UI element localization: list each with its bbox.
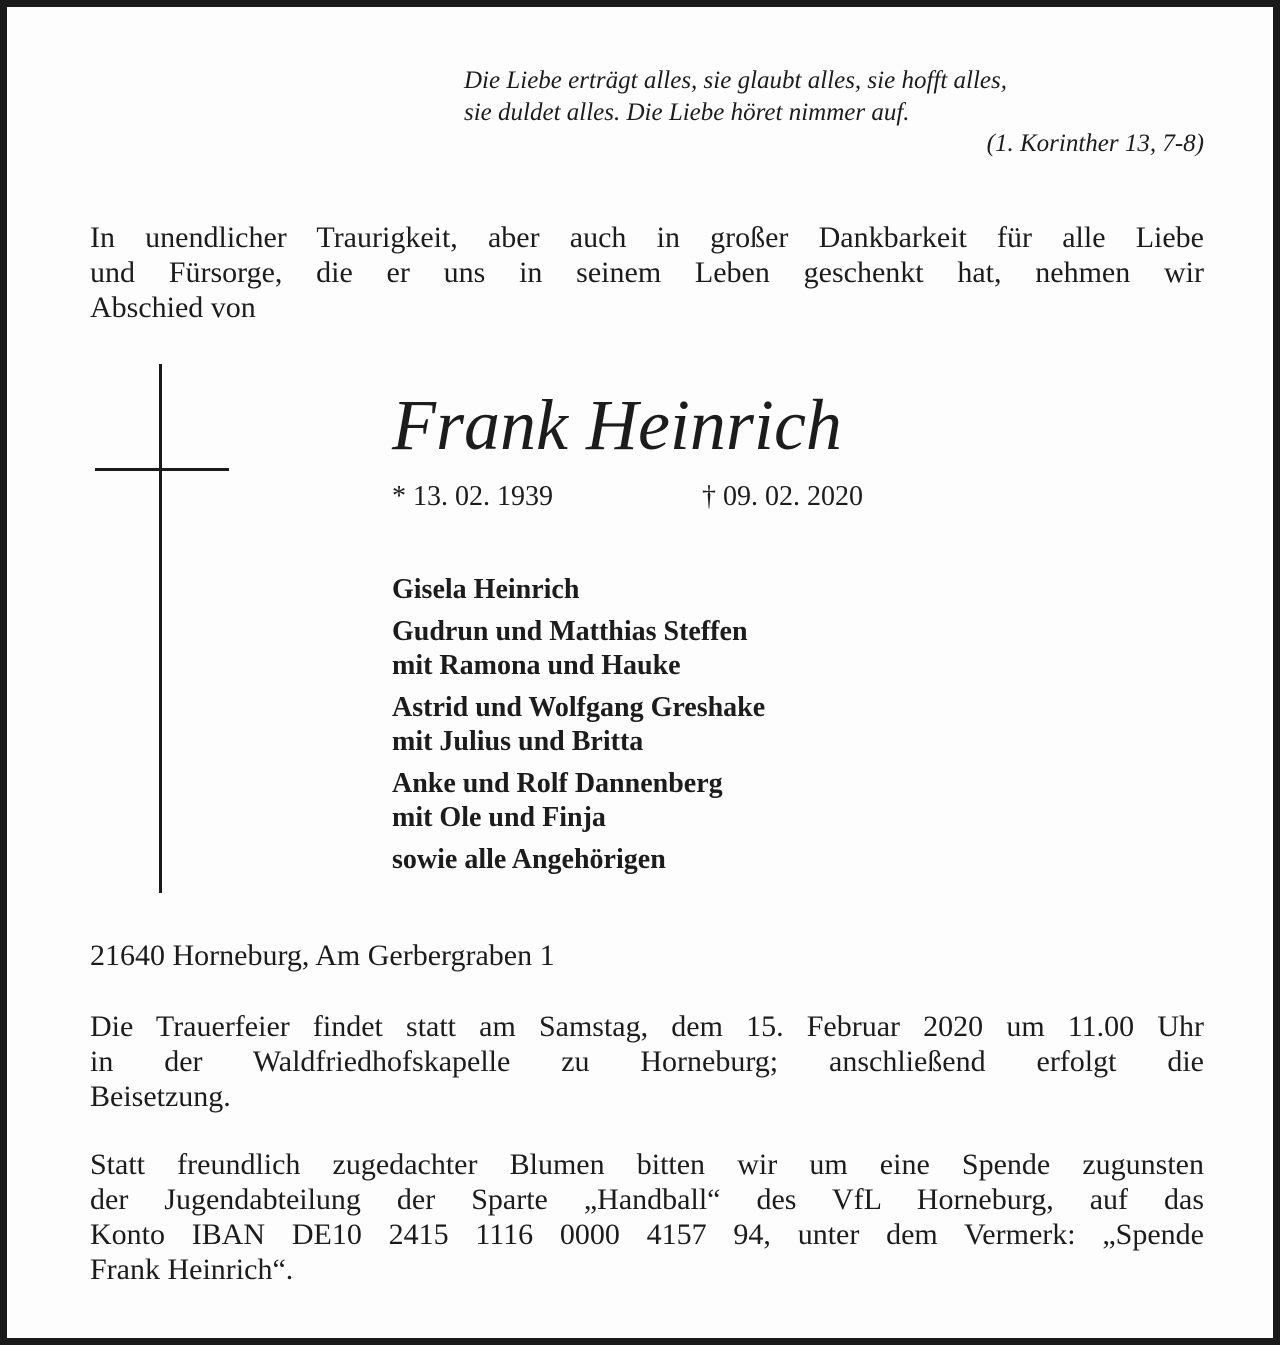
cross-icon-bar — [95, 468, 229, 471]
mourners-list — [392, 573, 992, 885]
mourner-group — [392, 767, 992, 835]
intro-line-2: und Fürsorge, die er uns in seinem Leben geschenkt hat, nehmen wir — [90, 256, 1204, 289]
intro-paragraph — [90, 220, 1204, 325]
deceased-name: Frank Heinrich — [392, 385, 842, 465]
family-address: 21640 Horneburg, Am Gerbergraben 1 — [90, 939, 555, 972]
birth-date: * 13. 02. 1939 — [392, 481, 553, 512]
mourner-line: Anke und Rolf Dannenberg — [392, 768, 723, 799]
mourner-line: Astrid und Wolfgang Greshake — [392, 692, 766, 723]
quote-line-2: sie duldet alles. Die Liebe höret nimmer auf. — [464, 99, 910, 126]
mourner-line: Gisela Heinrich — [392, 574, 580, 605]
bible-quote — [464, 65, 1204, 160]
death-date: † 09. 02. 2020 — [702, 481, 863, 512]
ceremony-line-2: in der Waldfriedhofskapelle zu Horneburg; anschließend erfolgt die — [90, 1045, 1204, 1078]
ceremony-line-3: Beisetzung. — [90, 1080, 231, 1113]
mourner-line: mit Ole und Finja — [392, 802, 606, 833]
ceremony-line-1: Die Trauerfeier findet statt am Samstag, dem 15. Februar 2020 um 11.00 Uhr — [90, 1010, 1204, 1043]
donation-line-4: Frank Heinrich“. — [90, 1253, 294, 1286]
mourner-line: Gudrun und Matthias Steffen — [392, 616, 748, 647]
mourner-line: mit Julius und Britta — [392, 726, 644, 757]
ceremony-paragraph — [90, 1009, 1204, 1114]
mourner-group — [392, 691, 992, 759]
mourner-group — [392, 843, 992, 877]
donation-line-2: der Jugendabteilung der Sparte „Handball“ des VfL Horneburg, auf das — [90, 1183, 1204, 1216]
quote-source: (1. Korinther 13, 7-8) — [986, 130, 1204, 157]
donation-line-3: Konto IBAN DE10 2415 1116 0000 4157 94, unter dem Vermerk: „Spende — [90, 1218, 1204, 1251]
mourner-line: mit Ramona und Hauke — [392, 650, 681, 681]
cross-icon — [159, 364, 162, 893]
mourner-group — [392, 615, 992, 683]
intro-line-3: Abschied von — [90, 291, 256, 324]
mourner-line: sowie alle Angehörigen — [392, 844, 666, 875]
intro-line-1: In unendlicher Traurigkeit, aber auch in großer Dankbarkeit für alle Liebe — [90, 221, 1204, 254]
donation-paragraph — [90, 1147, 1204, 1287]
mourner-group — [392, 573, 992, 607]
quote-line-1: Die Liebe erträgt alles, sie glaubt alles, sie hofft alles, — [464, 67, 1008, 94]
donation-line-1: Statt freundlich zugedachter Blumen bitten wir um eine Spende zugunsten — [90, 1148, 1204, 1181]
